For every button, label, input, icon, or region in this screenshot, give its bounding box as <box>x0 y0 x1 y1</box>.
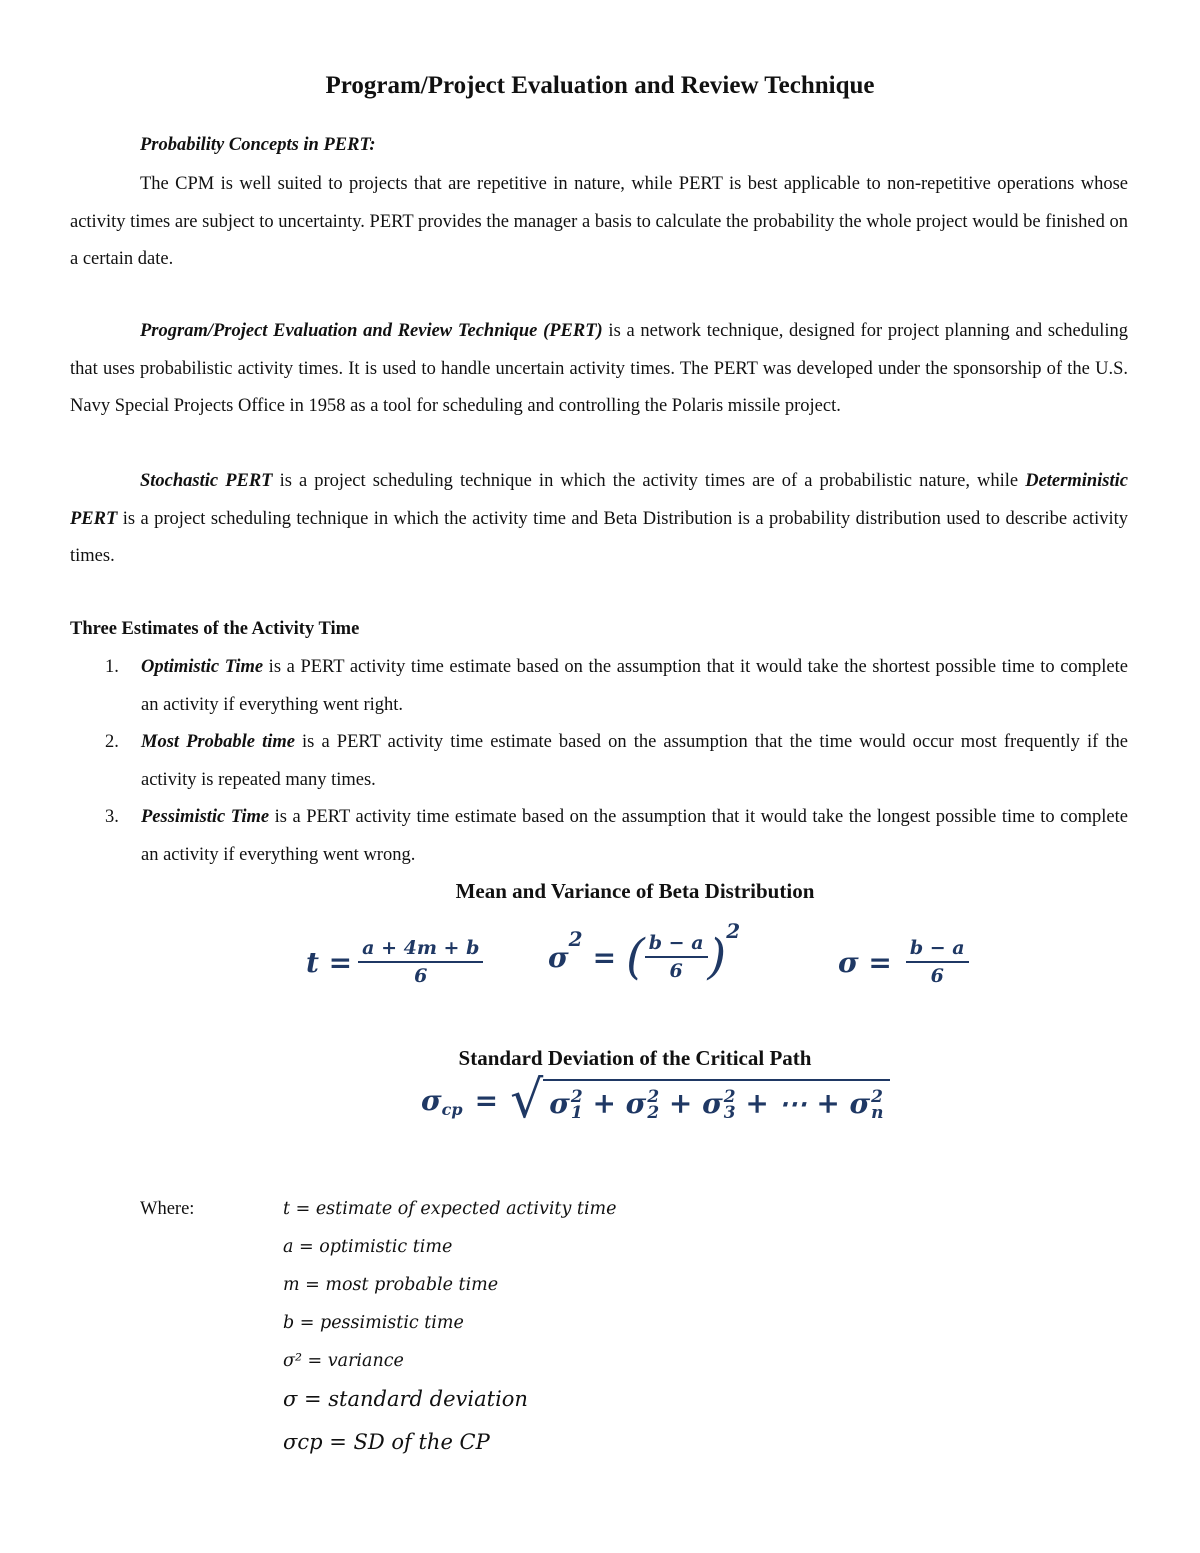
superscript: 2 <box>570 1087 583 1108</box>
subscript: cp <box>441 1099 463 1119</box>
heading-std-critical-path: Standard Deviation of the Critical Path <box>458 1046 812 1070</box>
sqrt-icon: √ <box>510 1070 544 1130</box>
definition-m: m = most probable time <box>283 1275 499 1295</box>
sqrt-body <box>543 1079 889 1122</box>
script-pair <box>570 1087 583 1124</box>
definition-b: b = pessimistic time <box>283 1313 464 1333</box>
term-stochastic-pert: Stochastic PERT <box>140 471 273 491</box>
list-text: is a PERT activity time estimate based on the assumption that it would take the longest possible time to complete an activity if everything went wrong. <box>141 807 1128 865</box>
script-pair <box>647 1087 660 1124</box>
exponent: 2 <box>726 919 741 943</box>
heading-mean-variance: Mean and Variance of Beta Distribution <box>455 879 815 903</box>
paren-close: ) <box>707 929 727 985</box>
list-text: is a PERT activity time estimate based on the assumption that it would take the shortest possible time to complete an activity if everything went right. <box>141 657 1128 715</box>
script-pair <box>723 1087 736 1124</box>
term-pessimistic: Pessimistic Time <box>141 807 270 827</box>
formula-critical-path-sd <box>421 1070 890 1130</box>
cp-term: + ⋯ + σ <box>745 1086 871 1120</box>
numerator: b − a <box>648 932 704 954</box>
paragraph-text: is a network technique, designed for project planning and scheduling that uses probabilistic activity times. It is used to handle uncertain activity times. The PERT was developed under the sponsorship of the U.S. Navy Special Projects Office in 1958 as a tool for scheduling and controlling the Polaris missile project. <box>70 321 1128 416</box>
definition-sd-critical-path: σcp = SD of the CP <box>283 1430 490 1454</box>
superscript: 2 <box>723 1087 736 1108</box>
term-optimistic: Optimistic Time <box>141 657 264 677</box>
fraction <box>645 930 708 984</box>
paren-open: ( <box>626 929 645 985</box>
formula-lhs: σ <box>548 940 569 974</box>
section-heading-probability: Probability Concepts in PERT: <box>140 135 376 155</box>
term-deterministic-pert: Deterministic PERT <box>70 471 1128 529</box>
formula-lhs: σ = <box>838 945 892 979</box>
formula-variance <box>548 919 741 985</box>
list-number: 3. <box>105 807 119 827</box>
definition-standard-deviation: σ = standard deviation <box>283 1387 528 1411</box>
term-pert: Program/Project Evaluation and Review Technique (PERT) <box>140 321 603 341</box>
exponent: 2 <box>568 927 583 951</box>
page-title: Program/Project Evaluation and Review Technique <box>325 72 875 99</box>
cp-term: + σ <box>668 1086 723 1120</box>
paragraph-text: The CPM is well suited to projects that are repetitive in nature, while PERT is best applicable to non-repetitive operations whose activity times are subject to uncertainty. PERT provides the manager a basis to calculate the probability the whole project would be finished on a certain date. <box>70 174 1128 269</box>
denominator: 6 <box>669 960 683 982</box>
formula-lhs: t = <box>306 945 353 979</box>
section-heading-estimates: Three Estimates of the Activity Time <box>70 619 360 639</box>
cp-term: σ <box>549 1086 570 1120</box>
equals-sign: = <box>474 1083 499 1117</box>
formula-expected-time <box>306 935 489 989</box>
numerator: b − a <box>909 937 965 959</box>
list-number: 2. <box>105 732 119 752</box>
subscript: 3 <box>723 1103 736 1124</box>
list-item <box>105 799 1128 874</box>
subscript: n <box>871 1103 884 1124</box>
denominator: 6 <box>930 965 944 987</box>
formula-lhs: σ <box>421 1083 442 1117</box>
equals-sign: = <box>592 940 617 974</box>
superscript: 2 <box>647 1087 660 1108</box>
fraction <box>358 935 483 989</box>
definition-variance: σ² = variance <box>283 1351 404 1371</box>
numerator: a + 4m + b <box>362 937 480 959</box>
script-pair <box>871 1087 884 1124</box>
denominator: 6 <box>414 965 428 987</box>
fraction <box>906 935 969 989</box>
paragraph-text: is a project scheduling technique in which the activity times are of a probabilistic nature, while <box>272 471 1026 491</box>
definition-t: t = estimate of expected activity time <box>283 1199 617 1219</box>
paragraph-pert-definition <box>70 313 1128 426</box>
where-label: Where: <box>140 1199 195 1219</box>
paragraph-text: is a project scheduling technique in which the activity time and Beta Distribution is a probability distribution used to describe activity times. <box>70 508 1128 566</box>
term-most-probable: Most Probable time <box>141 732 295 752</box>
list-item <box>105 649 1128 724</box>
formula-standard-deviation <box>838 935 975 989</box>
list-text: is a PERT activity time estimate based on the assumption that the time would occur most frequently if the activity is repeated many times. <box>141 732 1128 790</box>
paragraph-stochastic-deterministic <box>70 463 1128 576</box>
definition-a: a = optimistic time <box>283 1237 453 1257</box>
list-item <box>105 724 1128 799</box>
superscript: 2 <box>871 1087 884 1108</box>
cp-term: + σ <box>592 1086 647 1120</box>
subscript: 2 <box>647 1103 660 1124</box>
paragraph-cpm-vs-pert <box>70 166 1128 279</box>
list-number: 1. <box>105 657 119 677</box>
subscript: 1 <box>570 1103 583 1124</box>
estimates-list <box>105 649 1128 874</box>
